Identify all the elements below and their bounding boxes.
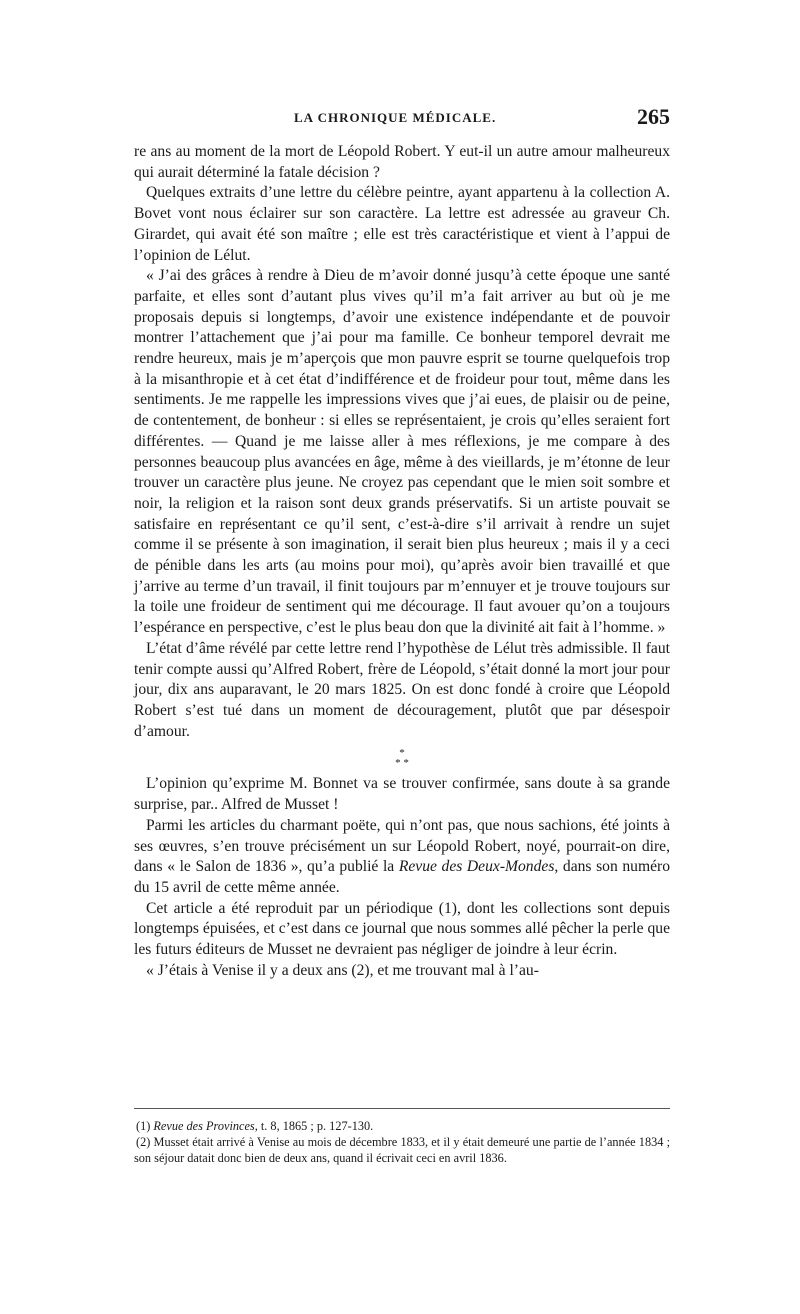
page-number: 265 [637, 104, 670, 129]
footnote-journal-title: Revue des Provinces [153, 1119, 255, 1133]
separator-stars-bottom: * * [395, 757, 409, 770]
paragraph: Quelques extraits d’une lettre du célèbre peintre, ayant appartenu à la collection A. Bovet vont nous éclairer sur son caractère. La lettre est adressée au graveur Ch. Girardet, qui avait été son maître ; elle est très caractéristique et vient à l’appui de l’opinion de Lélut. [134, 184, 670, 264]
paragraph: Cet article a été reproduit par un périodique (1), dont les collections sont depuis longtemps épuisées, et c’est dans ce journal que nous sommes allé pêcher la perle que les futurs éditeurs de Musset ne devraient pas négliger de joindre à leur écrin. [134, 899, 670, 959]
paragraph-text: , dans son numéro du 15 avril de cette même année. [134, 858, 671, 896]
footnote-rule [134, 1108, 670, 1109]
separator-star-top: * [399, 747, 405, 760]
quoted-letter: « J’ai des grâces à rendre à Dieu de m’avoir donné jusqu’à cette époque une santé parfaite, et elles sont d’autant plus vives qu’il m’a fait arriver au but où je me proposais depuis si longtemps, d’avoir une existence indépendante et de pouvoir montrer l’attachement que j’ai pour ma famille. Ce bonheur temporel devrait me rendre heureux, mais je m’aperçois que mon pauvre esprit se tourne quelquefois trop à la misanthropie et à cet état d’indifférence et de froideur pour tout, même dans les sentiments. Je me rappelle les impressions vives que j’ai eues, de plaisir ou de peine, de contentement, de bonheur : si elles se représentaient, je crois qu’elles seraient fort différentes. — Quand je me laisse aller à mes réflexions, je me compare à des personnes beaucoup plus avancées en âge, même à des vieillards, je m’étonne de leur trouver un caractère plus jeune. Ne croyez pas cependant que le mien soit sombre et noir, la religion et la raison sont deux grands préservatifs. Si un artiste pouvait se satisfaire en représentant ce qu’il sent, c’est-à-dire s’il arrivait à rendre un sujet comme il se présente à son imagination, il serait bien plus heureux ; mais il y a ceci de pénible dans les arts (au moins pour moi), qu’après avoir bien travaillé et que j’arrive au terme d’un travail, il finit toujours par m’ennuyer et je trouve toujours sur la toile une froideur de sentiment qui me décourage. Il faut avouer qu’on a toujours l’espérance en perspective, c’est le plus beau don que la divinité ait fait à l’homme. » [134, 267, 670, 637]
paragraph: L’opinion qu’exprime M. Bonnet va se trouver confirmée, sans doute à sa grande surprise, par.. Alfred de Musset ! [134, 775, 670, 814]
running-title: LA CHRONIQUE MÉDICALE. [294, 110, 497, 125]
footnote-1 [134, 1118, 670, 1134]
page-header [134, 104, 670, 134]
body-text [134, 142, 670, 981]
paragraph: « J’étais à Venise il y a deux ans (2), et me trouvant mal à l’au- [146, 961, 539, 979]
paragraph [134, 816, 670, 899]
footnote-text: , t. 8, 1865 ; p. 127-130. [254, 1119, 374, 1133]
footnote-marker: (1) [136, 1119, 151, 1133]
paragraph: L’état d’âme révélé par cette lettre rend l’hypothèse de Lélut très admissible. Il faut tenir compte aussi qu’Alfred Robert, frère de Léopold, s’était donné la mort jour pour jour, dix ans auparavant, le 20 mars 1825. On est donc fondé à croire que Léopold Robert s’est tué dans un moment de découragement, plutôt que par désespoir d’amour. [134, 639, 670, 740]
section-separator [134, 748, 670, 768]
journal-title: Revue des Deux-Mondes [398, 858, 555, 876]
footnotes [134, 1118, 670, 1166]
footnote-2: (2) Musset était arrivé à Venise au mois de décembre 1833, et il y était demeuré une partie de l’année 1834 ; son séjour datait donc bien de deux ans, quand il écrivait ceci en avril 1836. [134, 1135, 670, 1165]
paragraph: re ans au moment de la mort de Léopold Robert. Y eut-il un autre amour malheureux qui aurait déterminé la fatale décision ? [134, 143, 670, 181]
paragraph-text: Parmi les articles du charmant poëte, qui n’ont pas, que nous sachions, été joints à ses œuvres, s’en trouve précisément un sur Léopold Robert, noyé, pourrait-on dire, dans « le Salon de 1836 », qu’a publié la [134, 816, 670, 876]
